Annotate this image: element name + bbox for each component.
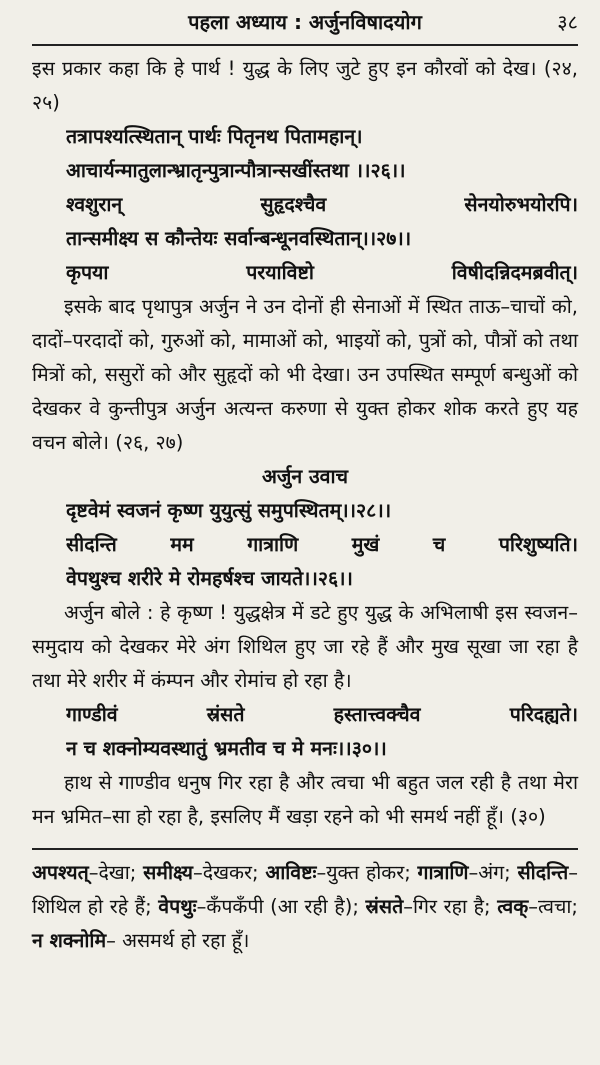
verse-block-3: [32, 698, 578, 766]
verse-line: वेपथुश्च शरीरे मे रोमहर्षश्च जायते।।२६।।: [66, 567, 353, 590]
glossary-entry: समीक्ष्य–देखकर;: [143, 861, 266, 884]
verse-line: दृष्टवेमं स्वजनं कृष्ण युयुत्सुं समुपस्थितम्।।२८।।: [66, 499, 392, 522]
verse-line: तान्समीक्ष्य स कौन्तेयः सर्वान्बन्धूनवस्थितान्।।२७।।: [66, 227, 412, 250]
verse-line: आचार्यन्मातुलान्भ्रातृन्पुत्रान्पौत्रान्सखींस्तथा ।।२६।।: [66, 159, 406, 182]
page-header: [32, 0, 578, 46]
verse-line: सीदन्ति मम गात्राणि मुखं च परिशुष्यति।: [66, 533, 578, 556]
verse-line: श्वशुरान् सुहृदश्चैव सेनयोरुभयोरपि।: [66, 193, 578, 216]
glossary: [32, 850, 578, 958]
glossary-entry: न शक्नोमि– असमर्थ हो रहा हूँ।: [32, 929, 250, 952]
glossary-entry: गात्राणि–अंग;: [417, 861, 518, 884]
verse-block-1: [32, 120, 578, 290]
verse-block-2: [32, 494, 578, 596]
glossary-entry: स्रंसते–गिर रहा है;: [365, 895, 498, 918]
verse-line: कृपया परयाविष्टो विषीदन्निदमब्रवीत्।: [66, 261, 578, 284]
verse-line: न च शक्नोम्यवस्थातुं भ्रमतीव च मे मनः।।३०।।: [66, 737, 387, 760]
verse-line: गाण्डीवं स्रंसते हस्तात्त्वक्चैव परिदह्यते।: [66, 703, 578, 726]
paragraph-2: इसके बाद पृथापुत्र अर्जुन ने उन दोनों ही सेनाओं में स्थित ताऊ–चाचों को, दादों–परदादों को, गुरुओं को, मामाओं को, भाइयों को, पुत्रों को, पौत्रों को तथा मित्रों को, ससुरों को और सुहृदों को भी देखा। उन उपस्थित सम्पूर्ण बन्धुओं को देखकर वे कुन्तीपुत्र अर्जुन अत्यन्त करुणा से युक्त होकर शोक करते हुए यह वचन बोले। (२६, २७): [32, 295, 578, 454]
glossary-entry: अपश्यत्–देखा;: [32, 861, 144, 884]
glossary-entry: आविष्टः–युक्त होकर;: [265, 861, 418, 884]
glossary-entry: त्वक्–त्वचा;: [497, 895, 578, 918]
glossary-entry: वेपथुः–कँपकँपी (आ रही है);: [158, 895, 366, 918]
paragraph-3: अर्जुन बोले : हे कृष्ण ! युद्धक्षेत्र में डटे हुए युद्ध के अभिलाषी इस स्वजन–समुदाय को देखकर मेरे अंग शिथिल हुए जा रहे हैं और मुख सूखा जा रहा है तथा मेरे शरीर में कंम्पन और रोमांच हो रहा है।: [32, 601, 578, 692]
paragraph-4: हाथ से गाण्डीव धनुष गिर रहा है और त्वचा भी बहुत जल रही है तथा मेरा मन भ्रमित–सा हो रहा है, इसलिए मैं खड़ा रहने को भी समर्थ नहीं हूँ। (३०): [32, 771, 578, 828]
chapter-title: पहला अध्याय : अर्जुनविषादयोग: [188, 10, 422, 34]
paragraph-1: इस प्रकार कहा कि हे पार्थ ! युद्ध के लिए जुटे हुए इन कौरवों को देख। (२४, २५): [32, 57, 578, 114]
page-number: ३८: [557, 10, 578, 34]
verse-line: तत्रापश्यत्स्थितान् पार्थः पितृनथ पितामहान्।: [66, 125, 363, 148]
glossary-entry: सीदन्ति–शिथिल हो रहे हैं;: [32, 861, 578, 918]
speaker-heading: अर्जुन उवाच: [262, 465, 348, 488]
